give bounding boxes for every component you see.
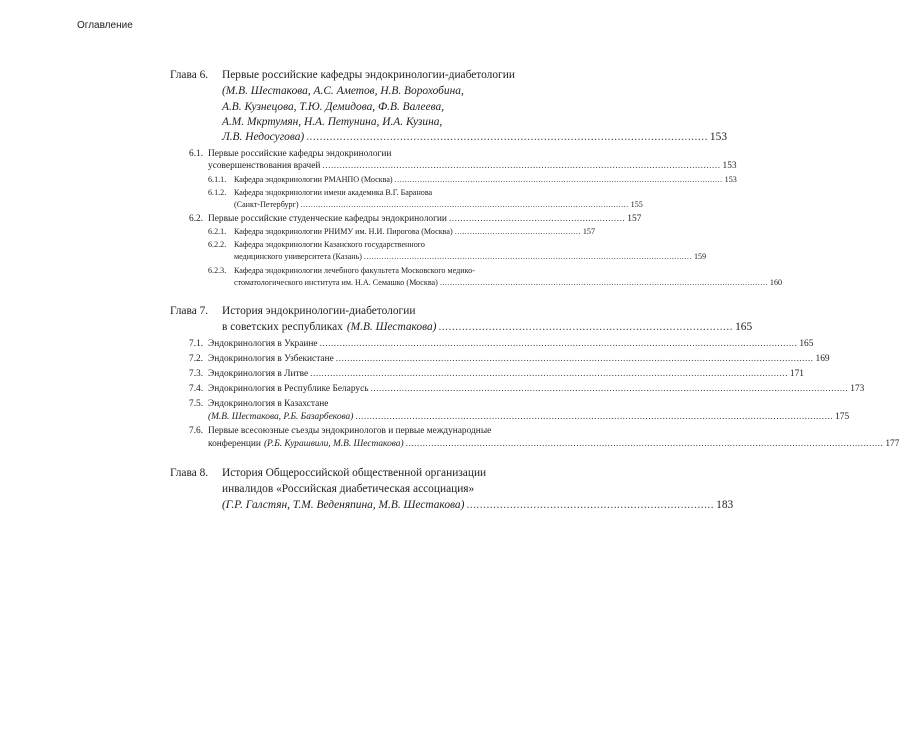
chapter-8-authors: (Г.Р. Галстян, Т.М. Веденяпина, М.В. Шестакова): [222, 499, 465, 511]
chapter-7-last-line: [222, 320, 753, 335]
section-number: 6.1.: [189, 149, 204, 159]
chapter-7-title-line-1: История эндокринологии-диабетологии: [222, 305, 416, 317]
subsection-row: [234, 278, 783, 289]
subsection-number: 6.2.1.: [208, 227, 227, 236]
section-number: 7.6.: [189, 426, 204, 436]
leader-dots: ........................................................................................................................................................................: [310, 369, 788, 379]
chapter-8-title-line-2: инвалидов «Российская диабетическая ассоциация»: [222, 483, 475, 495]
leader-dots: ........................................................................................................................................................................: [370, 384, 849, 394]
leader-dots: ........................................................................................................................................................................: [405, 439, 884, 449]
leader-dots: ........................................................................................................................................................................: [319, 339, 798, 349]
leader-dots: ........................................................................................................................................................................: [335, 354, 814, 364]
section-number: 7.4.: [189, 384, 204, 394]
leader-dots: ..................................................................................................................................: [439, 278, 768, 287]
subsection-row: [234, 200, 643, 211]
section-title-line-1: Первые российские кафедры эндокринологии: [208, 149, 392, 159]
subsection-row: [234, 175, 737, 186]
section-number: 7.3.: [189, 369, 204, 379]
section-number: 6.2.: [189, 214, 204, 224]
section-number: 7.5.: [189, 399, 204, 409]
subsection-row: [234, 227, 595, 238]
section-page: 173: [850, 384, 865, 394]
subsection-title-line-1: Кафедра эндокринологии лечебного факультета Московского медико-: [234, 266, 475, 275]
chapter-6-authors-line-4: Л.В. Недосугова): [222, 131, 305, 143]
subsection-title: Кафедра эндокринологии РМАНПО (Москва): [234, 175, 393, 184]
chapter-6-authors-line-1: (М.В. Шестакова, А.С. Аметов, Н.В. Ворохобина,: [222, 85, 464, 97]
subsection-number: 6.2.3.: [208, 266, 227, 275]
chapter-6-authors-line-2: А.В. Кузнецова, Т.Ю. Демидова, Ф.В. Валеева,: [222, 101, 445, 113]
section-row: [208, 438, 899, 450]
subsection-title: Кафедра эндокринологии РНИМУ им. Н.И. Пирогова (Москва): [234, 227, 453, 236]
leader-dots: ........................................................................................................................: [306, 131, 708, 143]
section-number: 7.2.: [189, 354, 204, 364]
subsection-page: 153: [724, 175, 737, 184]
subsection-number: 6.1.2.: [208, 188, 227, 197]
section-page: 157: [627, 214, 642, 224]
section-page: 165: [799, 339, 814, 349]
subsection-title-line-2: медицинского университета (Казань): [234, 252, 362, 261]
leader-dots: ........................................................................................: [438, 321, 734, 333]
subsection-page: 155: [630, 200, 643, 209]
section-title: Эндокринология в Литве: [208, 369, 309, 379]
chapter-7-authors: (М.В. Шестакова): [346, 321, 437, 333]
section-title-line-1: Первые всесоюзные съезды эндокринологов и первые международные: [208, 426, 492, 436]
section-row: [208, 383, 865, 395]
section-title: Первые российские студенческие кафедры эндокринологии: [208, 214, 447, 224]
section-title-last-line: [208, 160, 737, 172]
chapter-6-authors-line-3: А.М. Мкртумян, Н.А. Петунина, И.А. Кузина,: [222, 116, 443, 128]
subsection-page: 160: [769, 278, 783, 287]
leader-dots: ..............................................................: [448, 214, 626, 224]
chapter-8-page: 183: [716, 499, 734, 511]
section-title: Эндокринология в Республике Беларусь: [208, 384, 369, 394]
section-row: [208, 411, 850, 423]
section-title: Эндокринология в Узбекистане: [208, 354, 334, 364]
leader-dots: ........................................................................................................................................................................: [355, 412, 834, 422]
subsection-title-line-2: стоматологического института им. Н.А. Семашко (Москва): [234, 278, 438, 287]
leader-dots: ............................................................................................................................................: [322, 161, 721, 171]
leader-dots: ..................................................................................................................................: [394, 175, 723, 184]
section-row: [208, 368, 804, 380]
section-row: [208, 353, 830, 365]
chapter-6-last-line: [222, 130, 728, 145]
page-header: Оглавление: [77, 20, 133, 31]
chapter-8-last-line: [222, 498, 734, 513]
leader-dots: ..........................................................................: [466, 499, 715, 511]
subsection-number: 6.1.1.: [208, 175, 227, 184]
section-number: 7.1.: [189, 339, 204, 349]
leader-dots: ..................................................................................................................................: [363, 252, 692, 261]
chapter-6-title: Первые российские кафедры эндокринологии-диабетологии: [222, 69, 515, 81]
chapter-7-page: 165: [735, 321, 753, 333]
section-page: 153: [722, 161, 737, 171]
subsection-title-line-2: (Санкт-Петербург): [234, 200, 299, 209]
chapter-7-number: Глава 7.: [170, 305, 209, 317]
leader-dots: ..................................................: [454, 227, 581, 236]
section-page: 175: [835, 412, 850, 422]
chapter-8-number: Глава 8.: [170, 467, 209, 479]
subsection-title-line-1: Кафедра эндокринологии Казанского государственного: [234, 240, 425, 249]
section-page: 169: [815, 354, 830, 364]
subsection-page: 159: [693, 252, 707, 261]
chapter-8-title-line-1: История Общероссийской общественной организации: [222, 467, 487, 479]
section-row: [208, 213, 642, 225]
section-authors: (Р.Б. Курашвили, М.В. Шестакова): [263, 439, 404, 449]
section-title: Эндокринология в Казахстане: [208, 399, 329, 409]
chapter-6-number: Глава 6.: [170, 69, 209, 81]
subsection-row: [234, 252, 707, 263]
section-page: 171: [789, 369, 804, 379]
section-authors: (М.В. Шестакова, Р.Б. Базарбекова): [208, 412, 354, 422]
chapter-7-title-line-2: в советских республиках: [222, 321, 343, 333]
subsection-page: 157: [582, 227, 595, 236]
section-page: 177: [885, 439, 899, 449]
section-title-line-2: конференции: [208, 439, 261, 449]
subsection-title-line-1: Кафедра эндокринологии имени академика В.Г. Баранова: [234, 188, 433, 197]
section-title-line-2: усовершенствования врачей: [208, 161, 321, 171]
subsection-number: 6.2.2.: [208, 240, 227, 249]
section-title: Эндокринология в Украине: [208, 339, 318, 349]
chapter-6-page: 153: [709, 131, 728, 143]
section-row: [208, 338, 814, 350]
leader-dots: ..................................................................................................................................: [300, 200, 629, 209]
